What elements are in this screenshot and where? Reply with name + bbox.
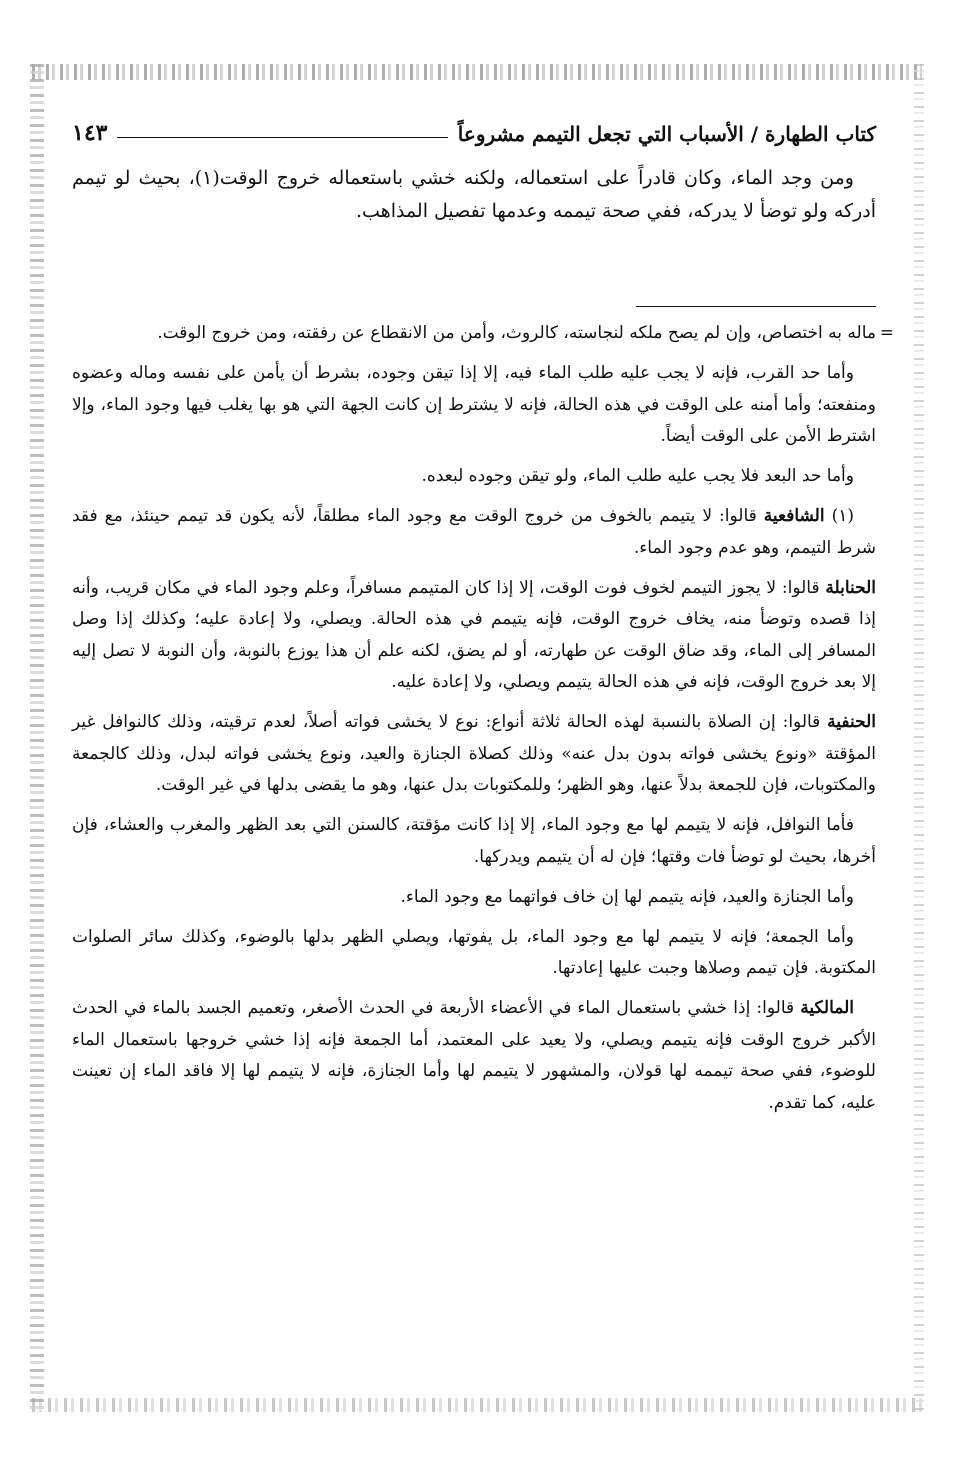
footnote-paragraph: وأما حد القرب، فإنه لا يجب عليه طلب الماء فيه، إلا إذا تيقن وجوده، بشرط أن يأمن على نفسه وماله وعضوه ومنفعته؛ وأما أمنه على الوقت في هذه الحالة، فإنه لا يشترط إن كانت الجهة التي هو بها يغلب فيها وجود الماء، وإلا اشترط الأمن على الوقت أيضاً. [72,363,876,446]
footnote-1 [72,501,876,564]
ornamental-border-right [914,64,924,1411]
running-header [72,112,876,146]
header-rule [117,137,447,138]
footnote-paragraph: وأما الجنازة والعيد، فإنه يتيمم لها إن خاف فواتهما مع وجود الماء. [400,886,854,907]
footnote-text: قالوا: لا يجوز التيمم لخوف فوت الوقت، إلا إذا كان المتيمم مسافراً، وعلم وجود الماء في مكان قريب، وأنه إذا قصده وتوضأ منه، يخاف خروج الوقت، فإنه يتيمم في هذه الحالة. ويصلي، ولا إعادة عليه؛ وكذلك إذا وصل المسافر إلى الماء، وقد ضاق الوقت عن طهارته، أو لم يضق، لكنه علم أن هذا يوزع بالنوبة، وأن النوبة لا تصل إليه إلا بعد خروج الوقت، فإنه في هذه الحالة يتيمم ويصلي، ولا إعادة عليه. [72,577,876,692]
main-text [72,162,876,228]
footnotes [72,318,894,1128]
footnote-paragraph [72,993,876,1119]
school-name: الحنابلة [825,577,877,598]
footnote-paragraph [72,707,876,802]
school-name: المالكية [800,998,854,1018]
footnote-paragraph: وأما الجمعة؛ فإنه لا يتيمم لها مع وجود الماء، بل يفوتها، ويصلي الظهر بدلها بالوضوء، وكذلك سائر الصلوات المكتوبة. فإن تيمم وصلاها وجبت عليها إعادتها. [72,926,876,978]
header-title: كتاب الطهارة / الأسباب التي تجعل التيمم مشروعاً [457,122,876,146]
school-name: الحنفية [827,712,876,732]
footnote-paragraph [72,573,876,699]
footnote-separator [636,306,876,307]
main-paragraph: ومن وجد الماء، وكان قادراً على استعماله، ولكنه خشي باستعماله خروج الوقت(١)، بحيث لو تيمم أدركه ولو توضأ لا يدركه، ففي صحة تيممه وعدمها تفصيل المذاهب. [72,167,876,222]
page-number: ١٤٣ [72,120,108,146]
ornamental-border-left [30,64,44,1411]
school-name: الشافعية [763,506,825,526]
footnote-continuation [72,318,894,350]
footnote-continuation-text: ماله به اختصاص، وإن لم يصح ملكه لنجاسته، كالروث، وأمن من الانقطاع عن رفقته، ومن خروج الوقت. [157,323,876,343]
footnote-marker: (١) [831,506,855,526]
footnote-paragraph: وأما حد البعد فلا يجب عليه طلب الماء، ولو تيقن وجوده لبعده. [421,466,854,486]
footnote-text: قالوا: إن الصلاة بالنسبة لهذه الحالة ثلاثة أنواع: نوع لا يخشى فواته أصلاً، لعدم ترقيته، وذلك كالنوافل غير المؤقتة «ونوع يخشى فواته بدون بدل عنه» وذلك كصلاة الجنازة والعيد، ونوع يخشى فواته لبدل، وذلك كالجمعة والمكتوبات، فإن للجمعة بدلاً عنها، وهو الظهر؛ وللمكتوبات بدل عنها، وهو ما يقضى بدلها في غير الوقت. [72,712,876,795]
footnote-paragraph: فأما النوافل، فإنه لا يتيمم لها مع وجود الماء، إلا إذا كانت مؤقتة، كالسنن التي بعد الظهر والمغرب والعشاء، فإن أخرها، بحيث لو توضأ فات وقتها؛ فإن له أن يتيمم ويدركها. [72,815,876,867]
ornamental-border-bottom [32,1398,922,1412]
footnote-text: قالوا: إذا خشي باستعمال الماء في الأعضاء الأربعة في الحدث الأصغر، وتعميم الجسد بالماء في الحدث الأكبر خروج الوقت فإنه يتيمم ويصلي، ولا يعيد على المعتمد، أما الجمعة فإنه إذا خشي خروجها باستعمال الماء للوضوء، ففي صحة تيممه لها قولان، والمشهور لا يتيمم لها وأما الجنازة، فإنه لا يتيمم لها إلا فاقد الماء إن تعينت عليه، كما تقدم. [72,998,876,1113]
ornamental-border-top [32,64,922,80]
footnote-text: قالوا: لا يتيمم بالخوف من خروج الوقت مع وجود الماء مطلقاً، لأنه يكون قد تيمم حينئذ، مع فقد شرط التيمم، وهو عدم وجود الماء. [72,506,876,558]
continuation-mark: = [879,323,894,343]
